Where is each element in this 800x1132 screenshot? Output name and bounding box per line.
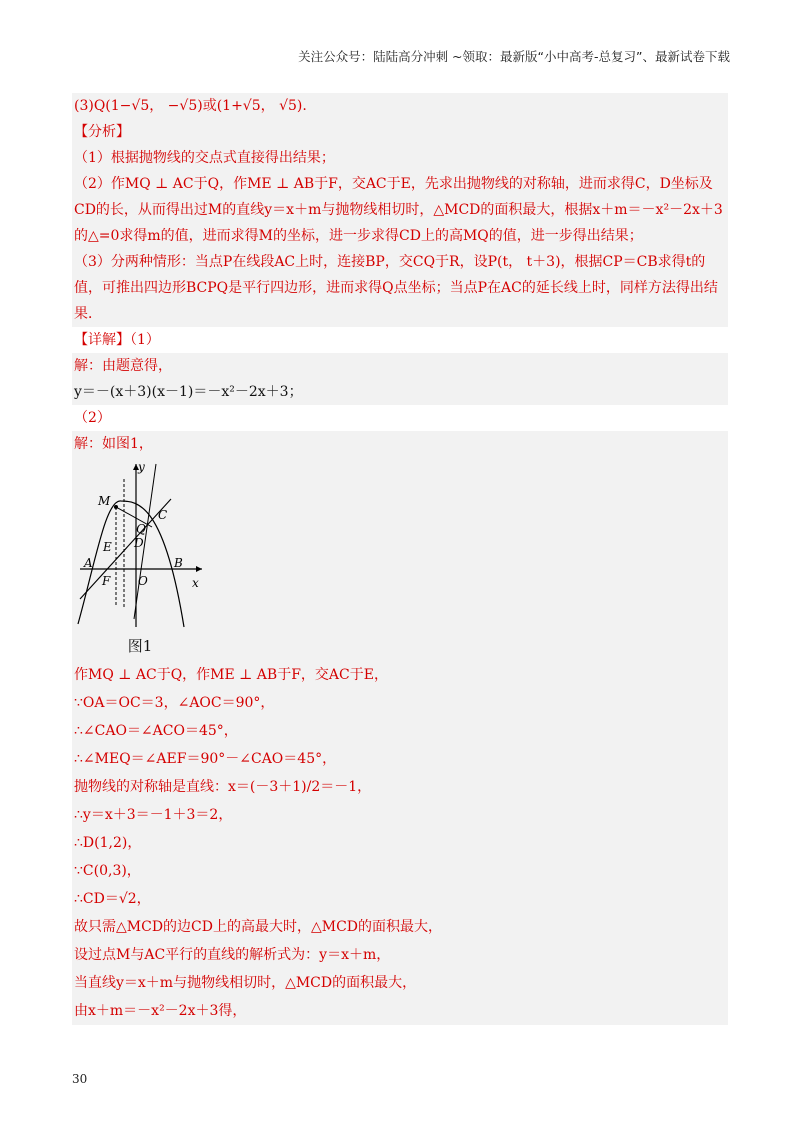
analysis-line: 值，可推出四边形BCPQ是平行四边形，进而求得Q点坐标；当点P在AC的延长线上时，同样方法得出结 xyxy=(74,280,718,296)
analysis-block xyxy=(72,93,728,327)
solution-step: 故只需△MCD的边CD上的高最大时，△MCD的面积最大， xyxy=(74,919,443,935)
solution-step: 抛物线的对称轴是直线：x＝(－3＋1)/2＝－1， xyxy=(74,779,372,795)
analysis-lines xyxy=(72,145,728,327)
label-d: D xyxy=(134,536,144,550)
analysis-line: （1）根据抛物线的交点式直接得出结果； xyxy=(74,150,335,166)
label-e: E xyxy=(103,540,112,554)
solution-step: ∴∠MEQ＝∠AEF＝90°－∠CAO＝45°， xyxy=(74,751,337,767)
parabola-diagram xyxy=(76,459,204,634)
part1-equation: y＝－(x＋3)(x－1)＝－x²－2x＋3； xyxy=(74,384,303,400)
segment-mq xyxy=(116,507,152,527)
label-o: O xyxy=(138,574,148,588)
x-arrow-icon xyxy=(196,566,202,572)
analysis-title: 【分析】 xyxy=(74,124,130,140)
page-content xyxy=(72,93,728,1025)
solution-step: ∴y＝x＋3＝－1＋3＝2， xyxy=(74,807,233,823)
detail-title: 【详解】（1） xyxy=(74,332,160,348)
label-y: y xyxy=(138,460,145,474)
solution-step: 作MQ ⊥ AC于Q，作ME ⊥ AB于F，交AC于E， xyxy=(74,667,388,683)
analysis-line: 果． xyxy=(74,306,102,322)
label-q: Q xyxy=(136,522,146,536)
parabola-curve xyxy=(78,501,184,627)
analysis-line: （2）作MQ ⊥ AC于Q，作ME ⊥ AB于F，交AC于E，先求出抛物线的对称轴，进而求得C，D坐标及 xyxy=(74,176,713,192)
part2-block xyxy=(72,431,728,1025)
label-c: C xyxy=(158,508,168,522)
solution-step: 设过点M与AC平行的直线的解析式为：y＝x＋m， xyxy=(74,947,391,963)
solution-step: ∴D(1,2)， xyxy=(74,835,142,851)
label-a: A xyxy=(84,556,93,570)
analysis-line: 的△=0求得m的值，进而求得M的坐标，进一步求得CD上的高MQ的值，进一步得出结果； xyxy=(74,228,643,244)
page-number: 30 xyxy=(72,1072,88,1086)
part1-block xyxy=(72,353,728,405)
solution-step: 由x＋m＝－x²－2x＋3得， xyxy=(74,1003,247,1019)
label-f: F xyxy=(102,574,111,588)
part2-intro: 解：如图1， xyxy=(74,436,153,452)
figure-1 xyxy=(76,459,204,657)
label-b: B xyxy=(174,556,183,570)
part2-title: （2） xyxy=(74,410,111,426)
page-header: 关注公众号：陆陆高分冲刺 ~领取：最新版“小中高考-总复习”、最新试卷下载 xyxy=(298,49,730,64)
solution-step: ∵C(0,3)， xyxy=(74,863,141,879)
analysis-line: CD的长，从而得出过M的直线y＝x＋m与抛物线相切时，△MCD的面积最大，根据x＋m＝－x²－2x＋3 xyxy=(74,202,723,218)
label-x: x xyxy=(192,576,199,590)
answer-part3: (3)Q(1−√5， −√5)或(1+√5， √5). xyxy=(74,98,307,114)
solution-step: ∴∠CAO＝∠ACO＝45°， xyxy=(74,723,238,739)
solution-steps xyxy=(72,661,728,1025)
solution-step: ∵OA＝OC＝3，∠AOC＝90°， xyxy=(74,695,275,711)
part1-intro: 解：由题意得， xyxy=(74,358,172,374)
point-m xyxy=(114,505,118,509)
solution-step: 当直线y＝x＋m与抛物线相切时，△MCD的面积最大， xyxy=(74,975,417,991)
analysis-line: （3）分两种情形：当点P在线段AC上时，连接BP，交CQ于R，设P(t， t＋3)，根据CP＝CB求得t的 xyxy=(74,254,706,270)
figure-caption: 图1 xyxy=(127,637,153,655)
solution-step: ∴CD＝√2， xyxy=(74,891,151,907)
label-m: M xyxy=(98,494,111,508)
